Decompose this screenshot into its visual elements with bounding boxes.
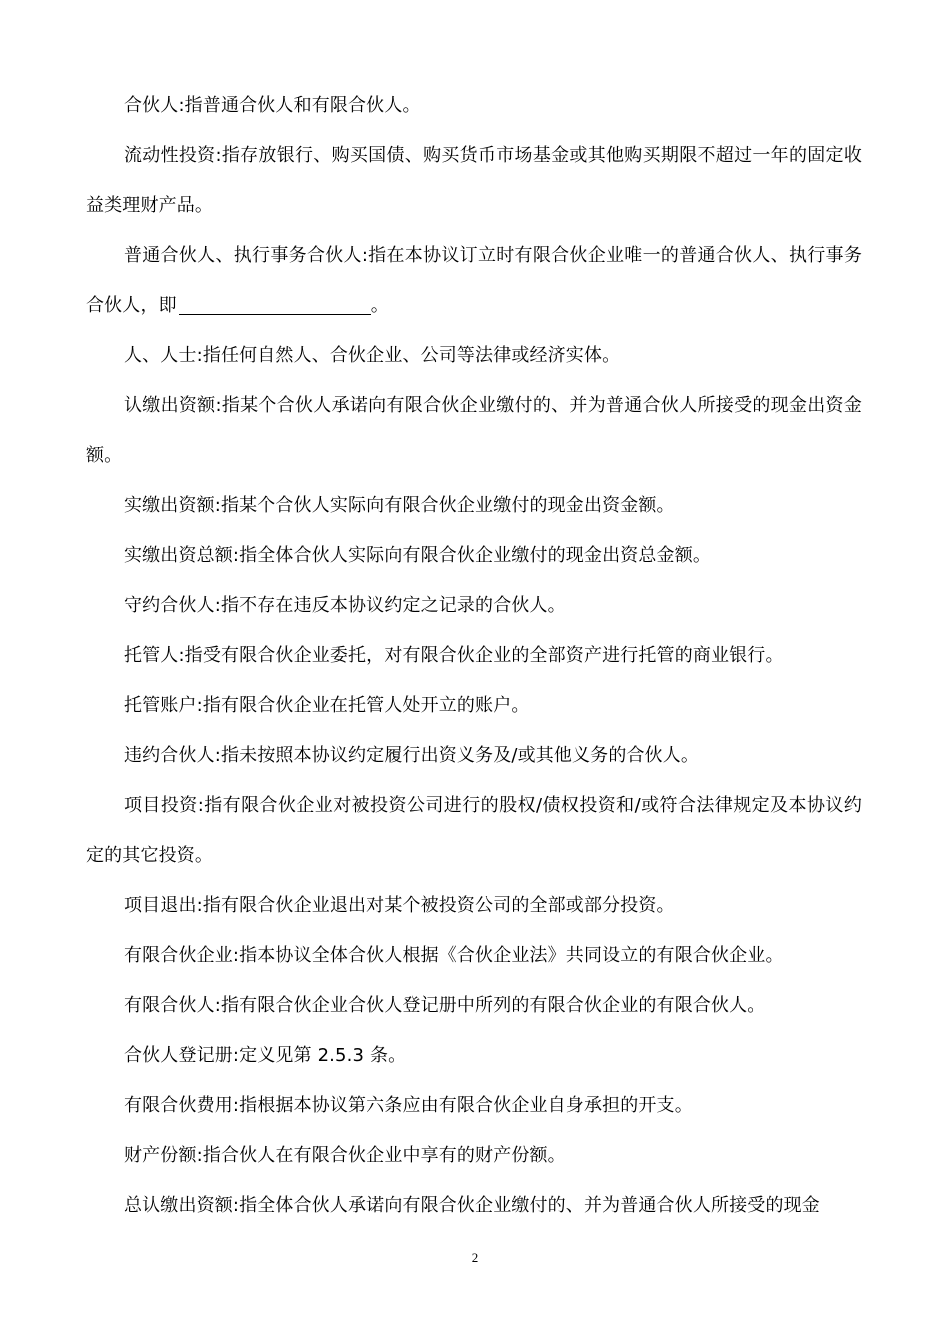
definition-custodian: 托管人:指受有限合伙企业委托，对有限合伙企业的全部资产进行托管的商业银行。 bbox=[124, 645, 784, 666]
definition-project-investment: 项目投资:指有限合伙企业对被投资公司进行的股权/债权投资和/或符合法律规定及本协议约定的其它投资。 bbox=[86, 794, 862, 866]
definition-general-partner-text: 普通合伙人、执行事务合伙人:指在本协议订立时有限合伙企业唯一的普通合伙人、执行事务合伙人，即 bbox=[86, 244, 862, 316]
definition-total-paid-in-capital: 实缴出资总额:指全体合伙人实际向有限合伙企业缴付的现金出资总金额。 bbox=[124, 545, 712, 566]
definition-liquidity-investment: 流动性投资:指存放银行、购买国债、购买货币市场基金或其他购买期限不超过一年的固定收益类理财产品。 bbox=[86, 144, 862, 216]
definition-general-partner bbox=[86, 231, 862, 331]
definition-total-subscribed-capital: 总认缴出资额:指全体合伙人承诺向有限合伙企业缴付的、并为普通合伙人所接受的现金 bbox=[124, 1195, 820, 1216]
definition-subscribed-capital: 认缴出资额:指某个合伙人承诺向有限合伙企业缴付的、并为普通合伙人所接受的现金出资金额。 bbox=[86, 394, 862, 466]
general-partner-name-blank bbox=[179, 294, 371, 315]
definition-general-partner-suffix: 。 bbox=[370, 294, 389, 316]
page-number: 2 bbox=[471, 1250, 479, 1265]
definition-limited-partnership: 有限合伙企业:指本协议全体合伙人根据《合伙企业法》共同设立的有限合伙企业。 bbox=[124, 945, 784, 966]
definition-limited-partner: 有限合伙人:指有限合伙企业合伙人登记册中所列的有限合伙企业的有限合伙人。 bbox=[124, 995, 766, 1016]
document-body bbox=[86, 93, 862, 1243]
definition-person: 人、人士:指任何自然人、合伙企业、公司等法律或经济实体。 bbox=[124, 345, 621, 366]
definition-partner: 合伙人:指普通合伙人和有限合伙人。 bbox=[124, 95, 421, 116]
definition-partnership-expenses: 有限合伙费用:指根据本协议第六条应由有限合伙企业自身承担的开支。 bbox=[124, 1095, 693, 1116]
definition-property-share: 财产份额:指合伙人在有限合伙企业中享有的财产份额。 bbox=[124, 1145, 566, 1166]
definition-paid-in-capital: 实缴出资额:指某个合伙人实际向有限合伙企业缴付的现金出资金额。 bbox=[124, 495, 675, 516]
definition-partner-register: 合伙人登记册:定义见第 2.5.3 条。 bbox=[124, 1045, 407, 1066]
definition-compliant-partner: 守约合伙人:指不存在违反本协议约定之记录的合伙人。 bbox=[124, 595, 566, 616]
definition-project-exit: 项目退出:指有限合伙企业退出对某个被投资公司的全部或部分投资。 bbox=[124, 895, 675, 916]
definition-defaulting-partner: 违约合伙人:指未按照本协议约定履行出资义务及/或其他义务的合伙人。 bbox=[124, 745, 700, 766]
definition-custody-account: 托管账户:指有限合伙企业在托管人处开立的账户。 bbox=[124, 695, 530, 716]
